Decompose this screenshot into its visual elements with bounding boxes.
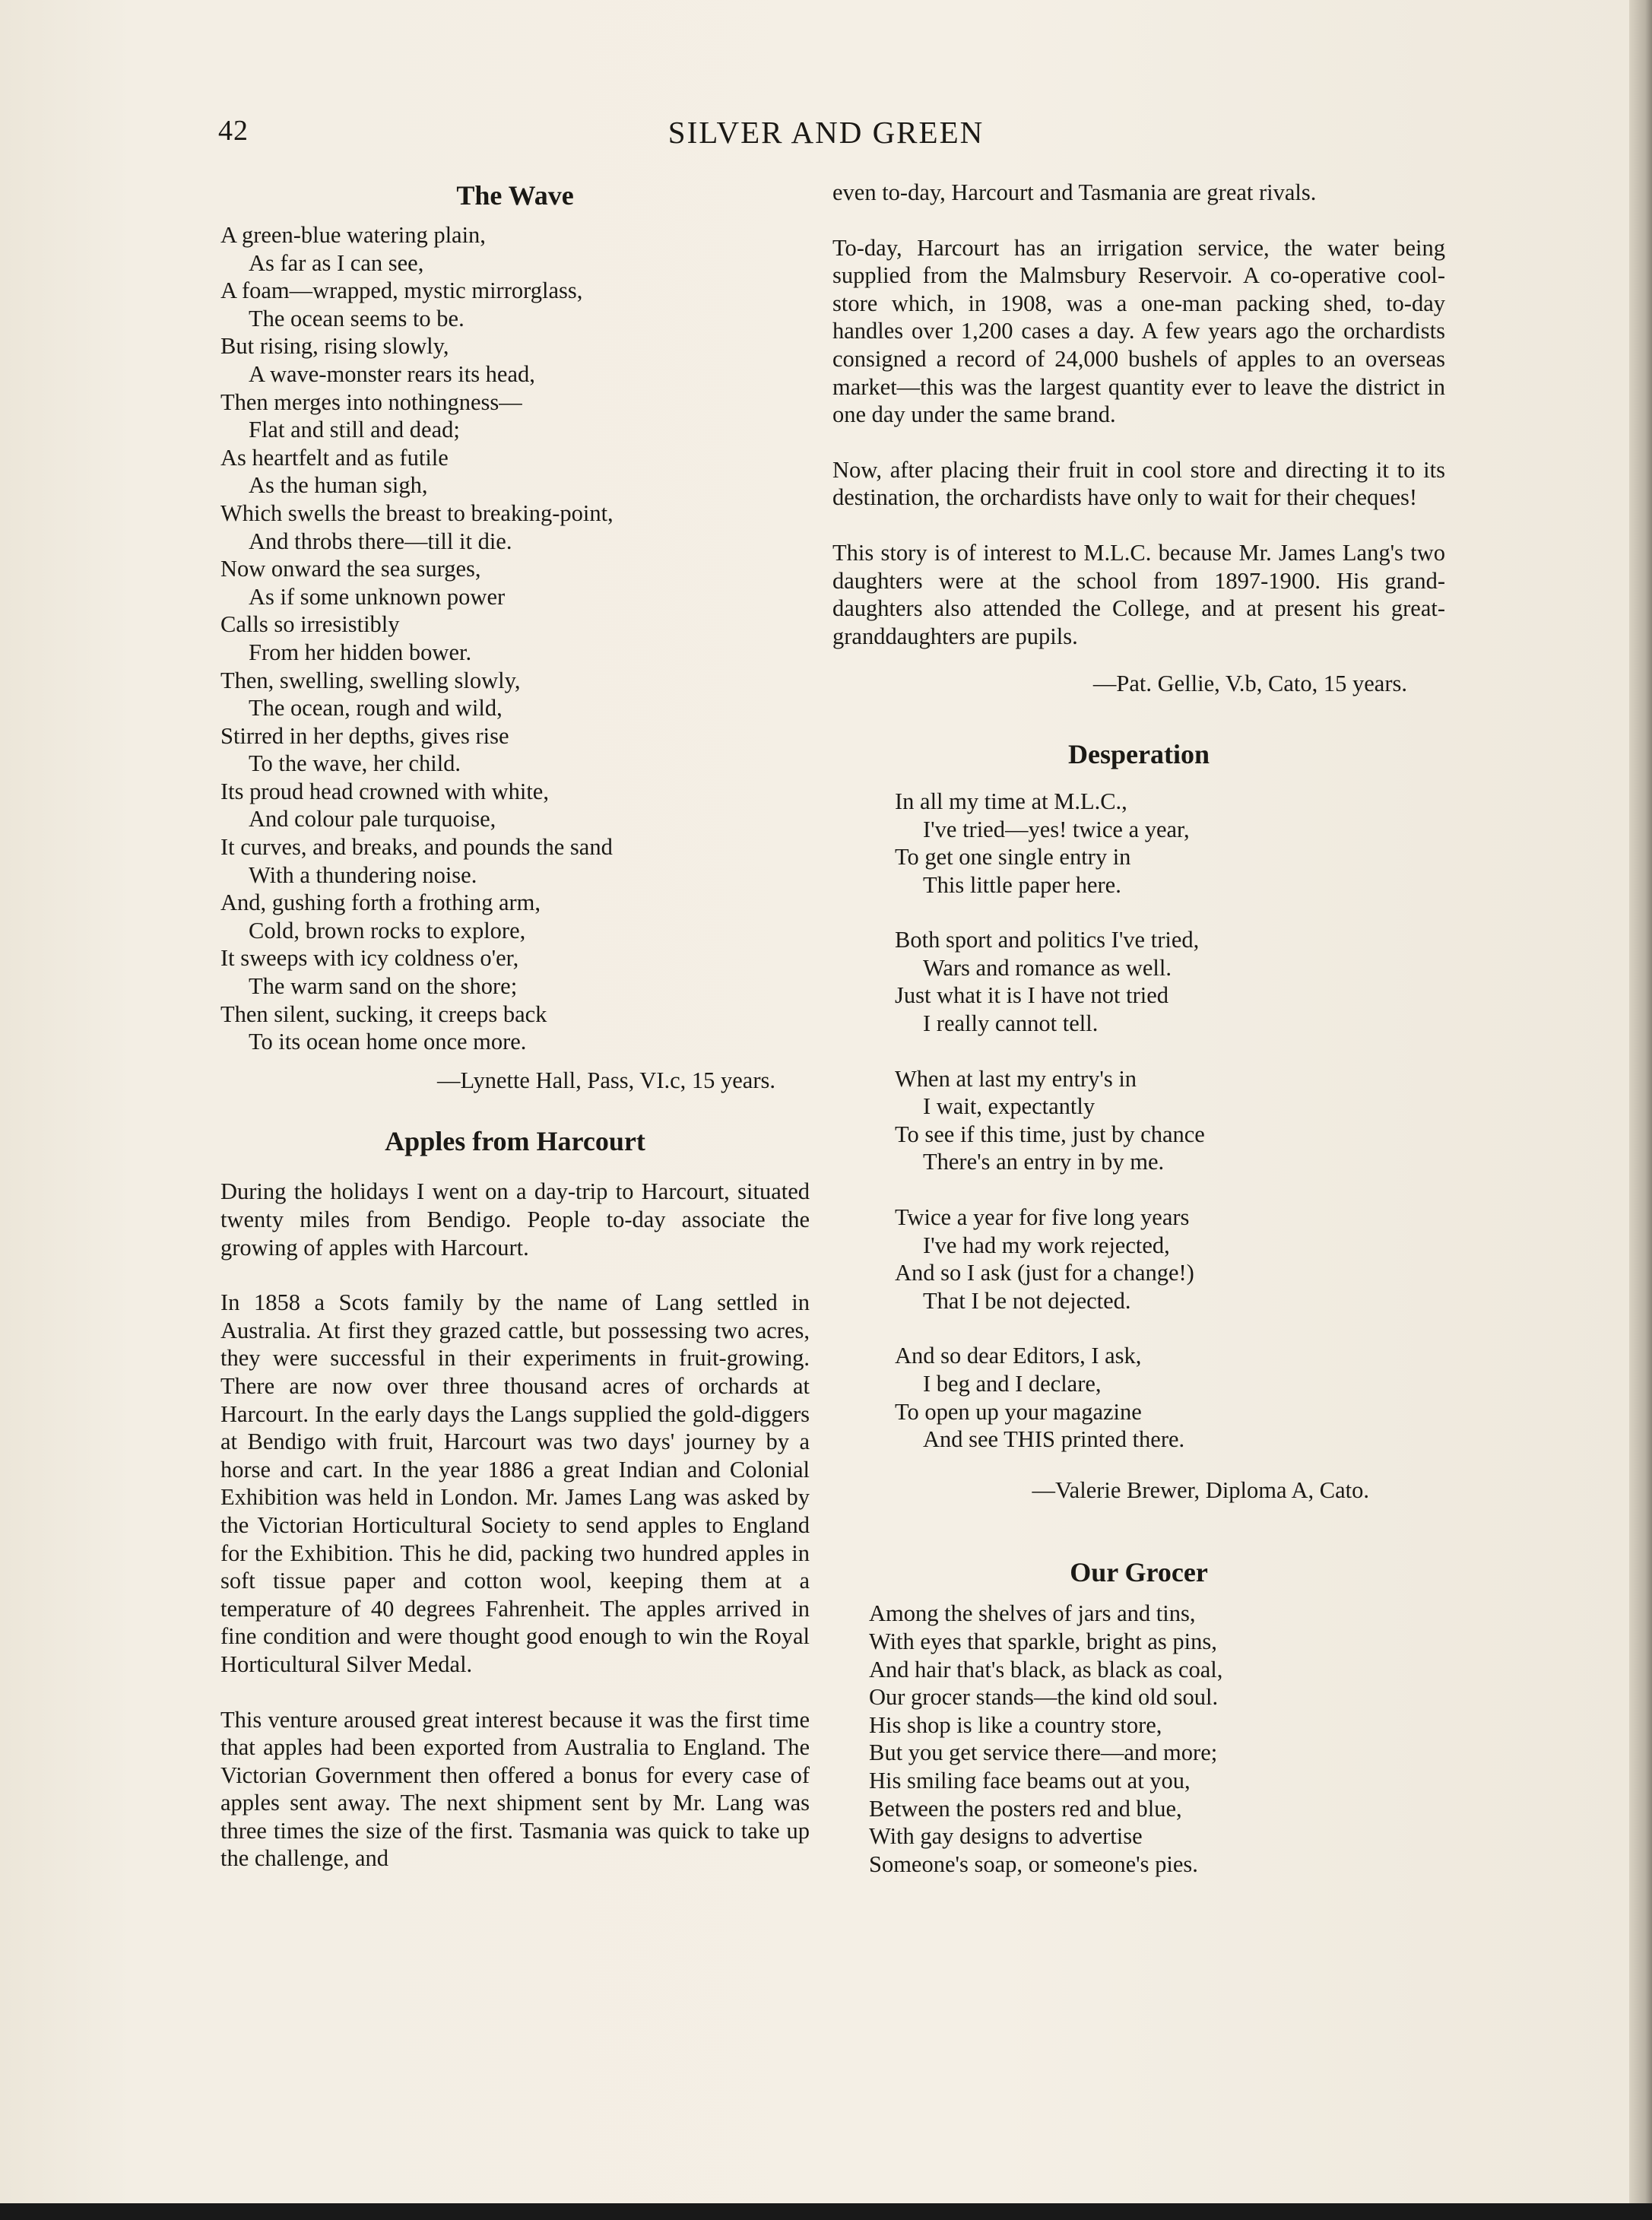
poem-line: I really cannot tell.	[923, 1010, 1099, 1037]
poem-line: The ocean seems to be.	[249, 305, 465, 331]
page-edge-shadow	[1629, 0, 1652, 2220]
poem-line: With eyes that sparkle, bright as pins,	[869, 1628, 1217, 1654]
poem-line: The ocean, rough and wild,	[249, 695, 503, 722]
poem-line: Between the posters red and blue,	[869, 1795, 1182, 1822]
article-paragraph: even to-day, Harcourt and Tasmania are great rivals.	[832, 179, 1317, 205]
poem-line: It sweeps with icy coldness o'er,	[220, 945, 519, 972]
poem-stanza	[895, 1204, 1445, 1315]
poem-desperation	[832, 788, 1445, 1454]
poem-line: And colour pale turquoise,	[249, 806, 496, 832]
poem-line: From her hidden bower.	[249, 639, 472, 665]
poem-line: That I be not dejected.	[923, 1287, 1131, 1314]
poem-line: This little paper here.	[923, 871, 1121, 898]
article-paragraph: This venture aroused great interest because it was the first time that apples had been exported from Australia to England. The Victorian Government then offered a bonus for every case of apples sent away. The next shipment sent by Mr. Lang was three times the size of the first. Tasmania was quick to take up the challenge, and	[220, 1706, 810, 1872]
poem-line: Just what it is I have not tried	[895, 982, 1169, 1009]
left-column	[220, 179, 810, 1873]
poem-line: But rising, rising slowly,	[220, 333, 449, 360]
poem-title-desperation: Desperation	[1068, 738, 1210, 769]
article-paragraph: In 1858 a Scots family by the name of Lang settled in Australia. At first they grazed cattle, but possessing two acres, they were successful in their experiments in fruit-growing. There are now over three thousand acres of orchards at Harcourt. In the early days the Langs supplied the gold-diggers at Bendigo with fruit, Harcourt was two days' journey by a horse and cart. In the year 1886 a great Indian and Colonial Exhibition was held in London. Mr. James Lang was asked by the Victorian Horticultural Society to send apples to England for the Exhibition. This he did, packing two hundred apples in soft tissue paper and cotton wool, keeping them at a temperature of 40 degrees Fahrenheit. The apples arrived in fine condition and were thought good enough to win the Royal Horticultural Silver Medal.	[220, 1289, 810, 1677]
poem-line: Then merges into nothingness—	[220, 388, 522, 415]
credit-apples-from-harcourt: —Pat. Gellie, V.b, Cato, 15 years.	[1092, 671, 1407, 697]
poem-line: Cold, brown rocks to explore,	[249, 917, 526, 944]
poem-line: To its ocean home once more.	[249, 1029, 527, 1055]
poem-line: To open up your magazine	[895, 1398, 1142, 1425]
credit-the-wave: —Lynette Hall, Pass, VI.c, 15 years.	[437, 1067, 775, 1093]
poem-line: And see THIS printed there.	[923, 1426, 1185, 1453]
poem-line: And throbs there—till it die.	[249, 528, 512, 554]
poem-line: Both sport and politics I've tried,	[895, 927, 1200, 953]
poem-our-grocer	[832, 1600, 1445, 1878]
poem-line: And so I ask (just for a change!)	[895, 1260, 1194, 1286]
poem-line: To the wave, her child.	[249, 750, 461, 777]
poem-line: Which swells the breast to breaking-point,	[220, 500, 614, 526]
poem-title-our-grocer: Our Grocer	[1070, 1557, 1208, 1588]
poem-stanza	[895, 1065, 1445, 1176]
article-apples-continued	[832, 179, 1445, 650]
poem-line: I've had my work rejected,	[923, 1232, 1170, 1258]
poem-line: A wave-monster rears its head,	[249, 360, 535, 387]
article-paragraph: During the holidays I went on a day-trip to Harcourt, situated twenty miles from Bendigo. People to-day associate the growing of apples with Harcourt.	[220, 1178, 810, 1261]
poem-stanza	[895, 788, 1445, 899]
poem-line: Then, swelling, swelling slowly,	[220, 667, 521, 693]
article-paragraph: This story is of interest to M.L.C. because Mr. James Lang's two daughters were at the school from 1897-1900. His grand-daughters also attended the College, and at present his great-granddaughters are pupils.	[832, 539, 1445, 649]
poem-line: And, gushing forth a frothing arm,	[220, 890, 541, 916]
poem-line: To get one single entry in	[895, 844, 1131, 871]
credit-desperation: —Valerie Brewer, Diploma A, Cato.	[1032, 1476, 1369, 1503]
poem-line: A foam—wrapped, mystic mirrorglass,	[220, 278, 583, 304]
poem-line: Its proud head crowned with white,	[220, 778, 549, 804]
poem-line: There's an entry in by me.	[923, 1149, 1165, 1175]
poem-line: With gay designs to advertise	[869, 1823, 1143, 1850]
poem-title-the-wave: The Wave	[456, 180, 574, 211]
poem-line: And so dear Editors, I ask,	[895, 1343, 1142, 1369]
running-title: SILVER AND GREEN	[667, 115, 985, 150]
poem-line: Our grocer stands—the kind old soul.	[869, 1684, 1219, 1711]
article-paragraph: Now, after placing their fruit in cool store and directing it to its destination, the orchardists have only to wait for their cheques!	[832, 456, 1445, 511]
poem-line: To see if this time, just by chance	[895, 1121, 1205, 1147]
poem-line: Among the shelves of jars and tins,	[869, 1600, 1196, 1627]
poem-line: In all my time at M.L.C.,	[895, 788, 1127, 814]
poem-line: I beg and I declare,	[923, 1371, 1102, 1397]
poem-line: And hair that's black, as black as coal,	[869, 1656, 1223, 1682]
article-apples-from-harcourt	[220, 1178, 810, 1873]
poem-line: As if some unknown power	[249, 583, 506, 610]
poem-line: As far as I can see,	[249, 249, 424, 276]
article-paragraph: To-day, Harcourt has an irrigation service, the water being supplied from the Malmsbury Reservoir. A co-operative cool-store which, in 1908, was a one-man packing shed, to-day handles over 1,200 cases a day. A few years ago the orchardists consigned a record of 24,000 bushels of apples to an overseas market—this was the largest quantity ever to leave the district in one day under the same brand.	[832, 234, 1445, 428]
poem-line: His smiling face beams out at you,	[869, 1767, 1191, 1793]
poem-line: I wait, expectantly	[923, 1093, 1096, 1120]
poem-line: Wars and romance as well.	[923, 954, 1172, 981]
poem-line: With a thundering noise.	[249, 861, 477, 888]
poem-line: As the human sigh,	[249, 472, 428, 499]
poem-line: Flat and still and dead;	[249, 417, 460, 443]
poem-line: When at last my entry's in	[895, 1065, 1137, 1092]
right-column	[832, 179, 1445, 1878]
scan-bottom-border	[0, 2203, 1652, 2220]
page-number: 42	[218, 115, 249, 147]
poem-line: I've tried—yes! twice a year,	[923, 816, 1190, 842]
poem-line: Stirred in her depths, gives rise	[220, 722, 509, 749]
poem-the-wave	[220, 221, 810, 1056]
poem-line: A green-blue watering plain,	[220, 222, 486, 248]
poem-line: Twice a year for five long years	[895, 1204, 1190, 1231]
poem-line: It curves, and breaks, and pounds the sand	[220, 834, 613, 861]
poem-line: But you get service there—and more;	[869, 1740, 1218, 1766]
poem-line: As heartfelt and as futile	[220, 444, 449, 471]
page-header	[0, 114, 1652, 160]
poem-stanza	[895, 1342, 1445, 1453]
poem-line: Now onward the sea surges,	[220, 556, 481, 582]
poem-line: The warm sand on the shore;	[249, 973, 518, 1000]
poem-line: Someone's soap, or someone's pies.	[869, 1851, 1198, 1877]
poem-line: His shop is like a country store,	[869, 1711, 1162, 1738]
poem-stanza	[895, 926, 1445, 1037]
poem-line: Then silent, sucking, it creeps back	[220, 1001, 547, 1027]
poem-line: Calls so irresistibly	[220, 611, 400, 638]
article-title-apples-from-harcourt: Apples from Harcourt	[385, 1126, 645, 1157]
